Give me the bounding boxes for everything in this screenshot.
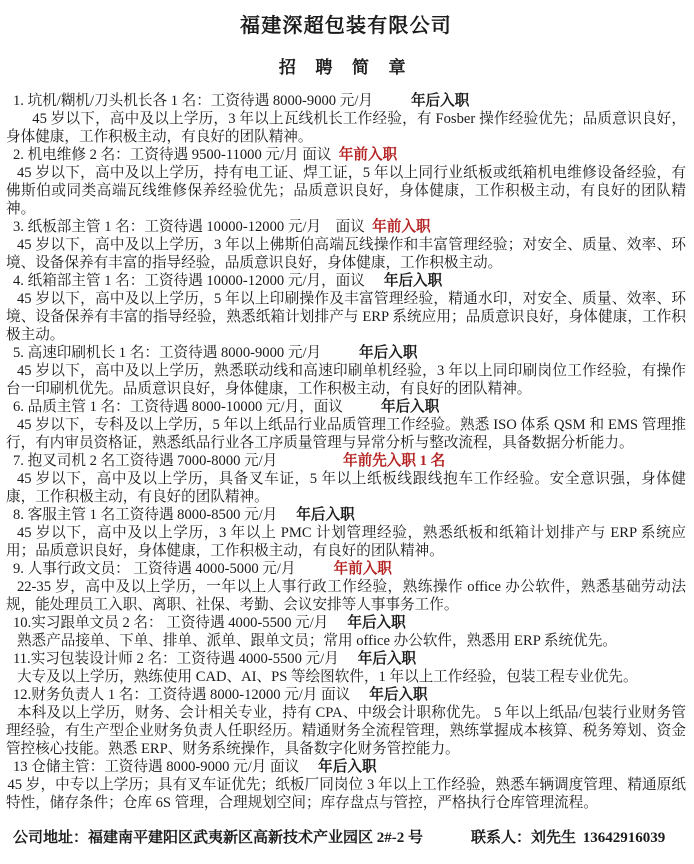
- job-start-note: 年后入职: [369, 687, 428, 703]
- company-address: 公司地址：福建南平建阳区武夷新区高新技术产业园区 2#-2 号: [13, 830, 423, 846]
- company-title: 福建深超包装有限公司: [240, 15, 452, 37]
- job-title-salary: 12.财务负责人 1 名：工资待遇 8000-12000 元/月 面议: [13, 687, 351, 703]
- job-title-salary: 7. 抱叉司机 2 名工资待遇 7000-8000 元/月: [13, 453, 278, 469]
- job-header: [6, 146, 686, 164]
- job-start-note-red: 年前先入职 1 名: [343, 453, 446, 469]
- job-header: [6, 686, 686, 704]
- job-header: [6, 758, 686, 776]
- job-title-salary: 2. 机电维修 2 名：工资待遇 9500-11000 元/月 面议: [13, 147, 332, 163]
- job-description: 45 岁以下，高中及以上学历，3 年以上瓦线机长工作经验，有 Fosber 操作经验优先；品质意识良好，身体健康，工作积极主动，有良好的团队精神。: [6, 111, 686, 145]
- job-item-4: [6, 272, 686, 344]
- job-header: [6, 560, 686, 578]
- contact-footer: [6, 828, 686, 848]
- job-title-salary: 6. 品质主管 1 名：工资待遇 8000-10000 元/月，面议: [13, 399, 343, 415]
- contact-person: 联系人：刘先生: [471, 830, 577, 846]
- job-description: 45 岁以下，高中及以上学历，具备叉车证，5 年以上纸板线跟线抱车工作经验。安全意识强，身体健康，工作积极主动，有良好的团队精神。: [6, 471, 686, 505]
- job-title-salary: 10.实习跟单文员 2 名： 工资待遇 4000-5500 元/月: [13, 615, 329, 631]
- job-item-11: [6, 650, 686, 686]
- job-description: 45 岁以下，高中及以上学历，5 年以上印刷操作及丰富管理经验，精通水印，对安全、质量、效率、环境、设备保养有丰富的指导经验，熟悉纸箱计划排产与 ERP 系统应用；品质意识良好，身体健康，工作积极主动。: [6, 291, 686, 343]
- job-start-note: 年后入职: [357, 651, 417, 667]
- job-item-12: [6, 686, 686, 758]
- job-start-note: 年后入职: [359, 345, 418, 361]
- job-item-5: [6, 344, 686, 398]
- job-description: 熟悉产品接单、下单、排单、派单、跟单文员；常用 office 办公软件，熟悉用 ERP 系统优先。: [16, 633, 617, 649]
- job-start-note: 年后入职: [296, 507, 355, 523]
- job-header: [6, 218, 686, 236]
- job-start-note: 年后入职: [410, 93, 470, 109]
- job-header: [6, 650, 686, 668]
- job-start-note: 年后入职: [380, 399, 440, 415]
- job-header: [6, 614, 686, 632]
- job-title-salary: 11.实习包装设计师 2 名：工资待遇 4000-5500 元/月: [13, 651, 339, 667]
- job-header: [6, 344, 686, 362]
- job-item-7: [6, 452, 686, 506]
- job-start-note: 年后入职: [383, 273, 443, 289]
- job-description: 45 岁，中专以上学历；具有叉车证优先；纸板厂同岗位 3 年以上工作经验，熟悉车辆调度管理、精通原纸特性，储存条件；仓库 6S 管理，合理规划空间；库存盘点与管控，严格执行仓库管理流程。: [6, 777, 686, 811]
- job-description: 22-35 岁，高中及以上学历，一年以上人事行政工作经验，熟练操作 office 办公软件，熟悉基础劳动法规，能处理员工入职、离职、社保、考勤、会议安排等人事事务工作。: [6, 579, 686, 613]
- job-description: 大专及以上学历，熟练使用 CAD、AI、PS 等绘图软件，1 年以上工作经验，包装工程专业优先。: [16, 669, 638, 685]
- job-description: 45 岁以下，专科及以上学历，5 年以上纸品行业品质管理工作经验。熟悉 ISO 体系 QSM 和 EMS 管理推行，有内审员资格证，熟悉纸品行业各工序质量管理与异常分析与整改流程，具备数据分析能力。: [6, 417, 686, 451]
- job-item-6: [6, 398, 686, 452]
- job-description: 45 岁以下，高中及以上学历，3 年以上 PMC 计划管理经验，熟悉纸板和纸箱计划排产与 ERP 系统应用；品质意识良好，身体健康，工作积极主动，有良好的团队精神。: [6, 525, 686, 559]
- job-start-note: 年后入职: [318, 759, 377, 775]
- job-item-3: [6, 218, 686, 272]
- job-header: [6, 92, 686, 110]
- recruitment-heading: 招 聘 简 章: [278, 58, 414, 77]
- job-item-13: [6, 758, 686, 812]
- job-header: [6, 452, 686, 470]
- job-title-salary: 13 仓储主管：工资待遇 8000-9000 元/月 面议: [13, 759, 300, 775]
- job-description: 45 岁以下，高中及以上学历，熟悉联动线和高速印刷单机经验，3 年以上同印刷岗位工作经验，有操作台一印刷机优先。品质意识良好，身体健康，工作积极主动，有良好的团队精神。: [6, 363, 686, 397]
- job-description: 45 岁以下，高中及以上学历，3 年以上佛斯伯高端瓦线操作和丰富管理经验；对安全、质量、效率、环境、设备保养有丰富的指导经验，品质意识良好，身体健康，工作积极主动。: [6, 237, 686, 271]
- job-header: [6, 272, 686, 290]
- job-title-salary: 1. 坑机/糊机/刀头机长各 1 名：工资待遇 8000-9000 元/月: [13, 93, 373, 109]
- job-item-8: [6, 506, 686, 560]
- job-description: 45 岁以下，高中及以上学历，持有电工证、焊工证，5 年以上同行业纸板或纸箱机电维修设备经验，有佛斯伯或同类高端瓦线维修保养经验优先；品质意识良好，身体健康，工作积极主动，有良好的团队精神。: [6, 165, 686, 217]
- job-title-salary: 5. 高速印刷机长 1 名：工资待遇 8000-9000 元/月: [13, 345, 322, 361]
- job-item-2: [6, 146, 686, 218]
- job-item-9: [6, 560, 686, 614]
- job-start-note-red: 年前入职: [333, 561, 392, 577]
- job-header: [6, 506, 686, 524]
- job-description: 本科及以上学历，财务、会计相关专业，持有 CPA、中级会计职称优先。 5 年以上纸品/包装行业财务管理经验，有生产型企业财务负责人任职经历。精通财务全流程管理，熟练掌握成本核算、税务筹划、资金管控核心技能。熟悉 ERP、财务系统操作，具备数字化财务管控能力。: [6, 705, 686, 757]
- job-start-note-red: 年前入职: [372, 219, 431, 235]
- job-header: [6, 398, 686, 416]
- job-item-1: [6, 92, 686, 146]
- job-item-10: [6, 614, 686, 650]
- job-start-note-red: 年前入职: [338, 147, 398, 163]
- job-title-salary: 4. 纸箱部主管 1 名：工资待遇 10000-12000 元/月，面议: [13, 273, 365, 289]
- contact-phone: 13642916039: [582, 830, 666, 846]
- job-title-salary: 9. 人事行政文员： 工资待遇 4000-5000 元/月: [13, 561, 296, 577]
- job-start-note: 年后入职: [347, 615, 406, 631]
- job-title-salary: 3. 纸板部主管 1 名：工资待遇 10000-12000 元/月 面议: [13, 219, 365, 235]
- job-title-salary: 8. 客服主管 1 名工资待遇 8000-8500 元/月: [13, 507, 278, 523]
